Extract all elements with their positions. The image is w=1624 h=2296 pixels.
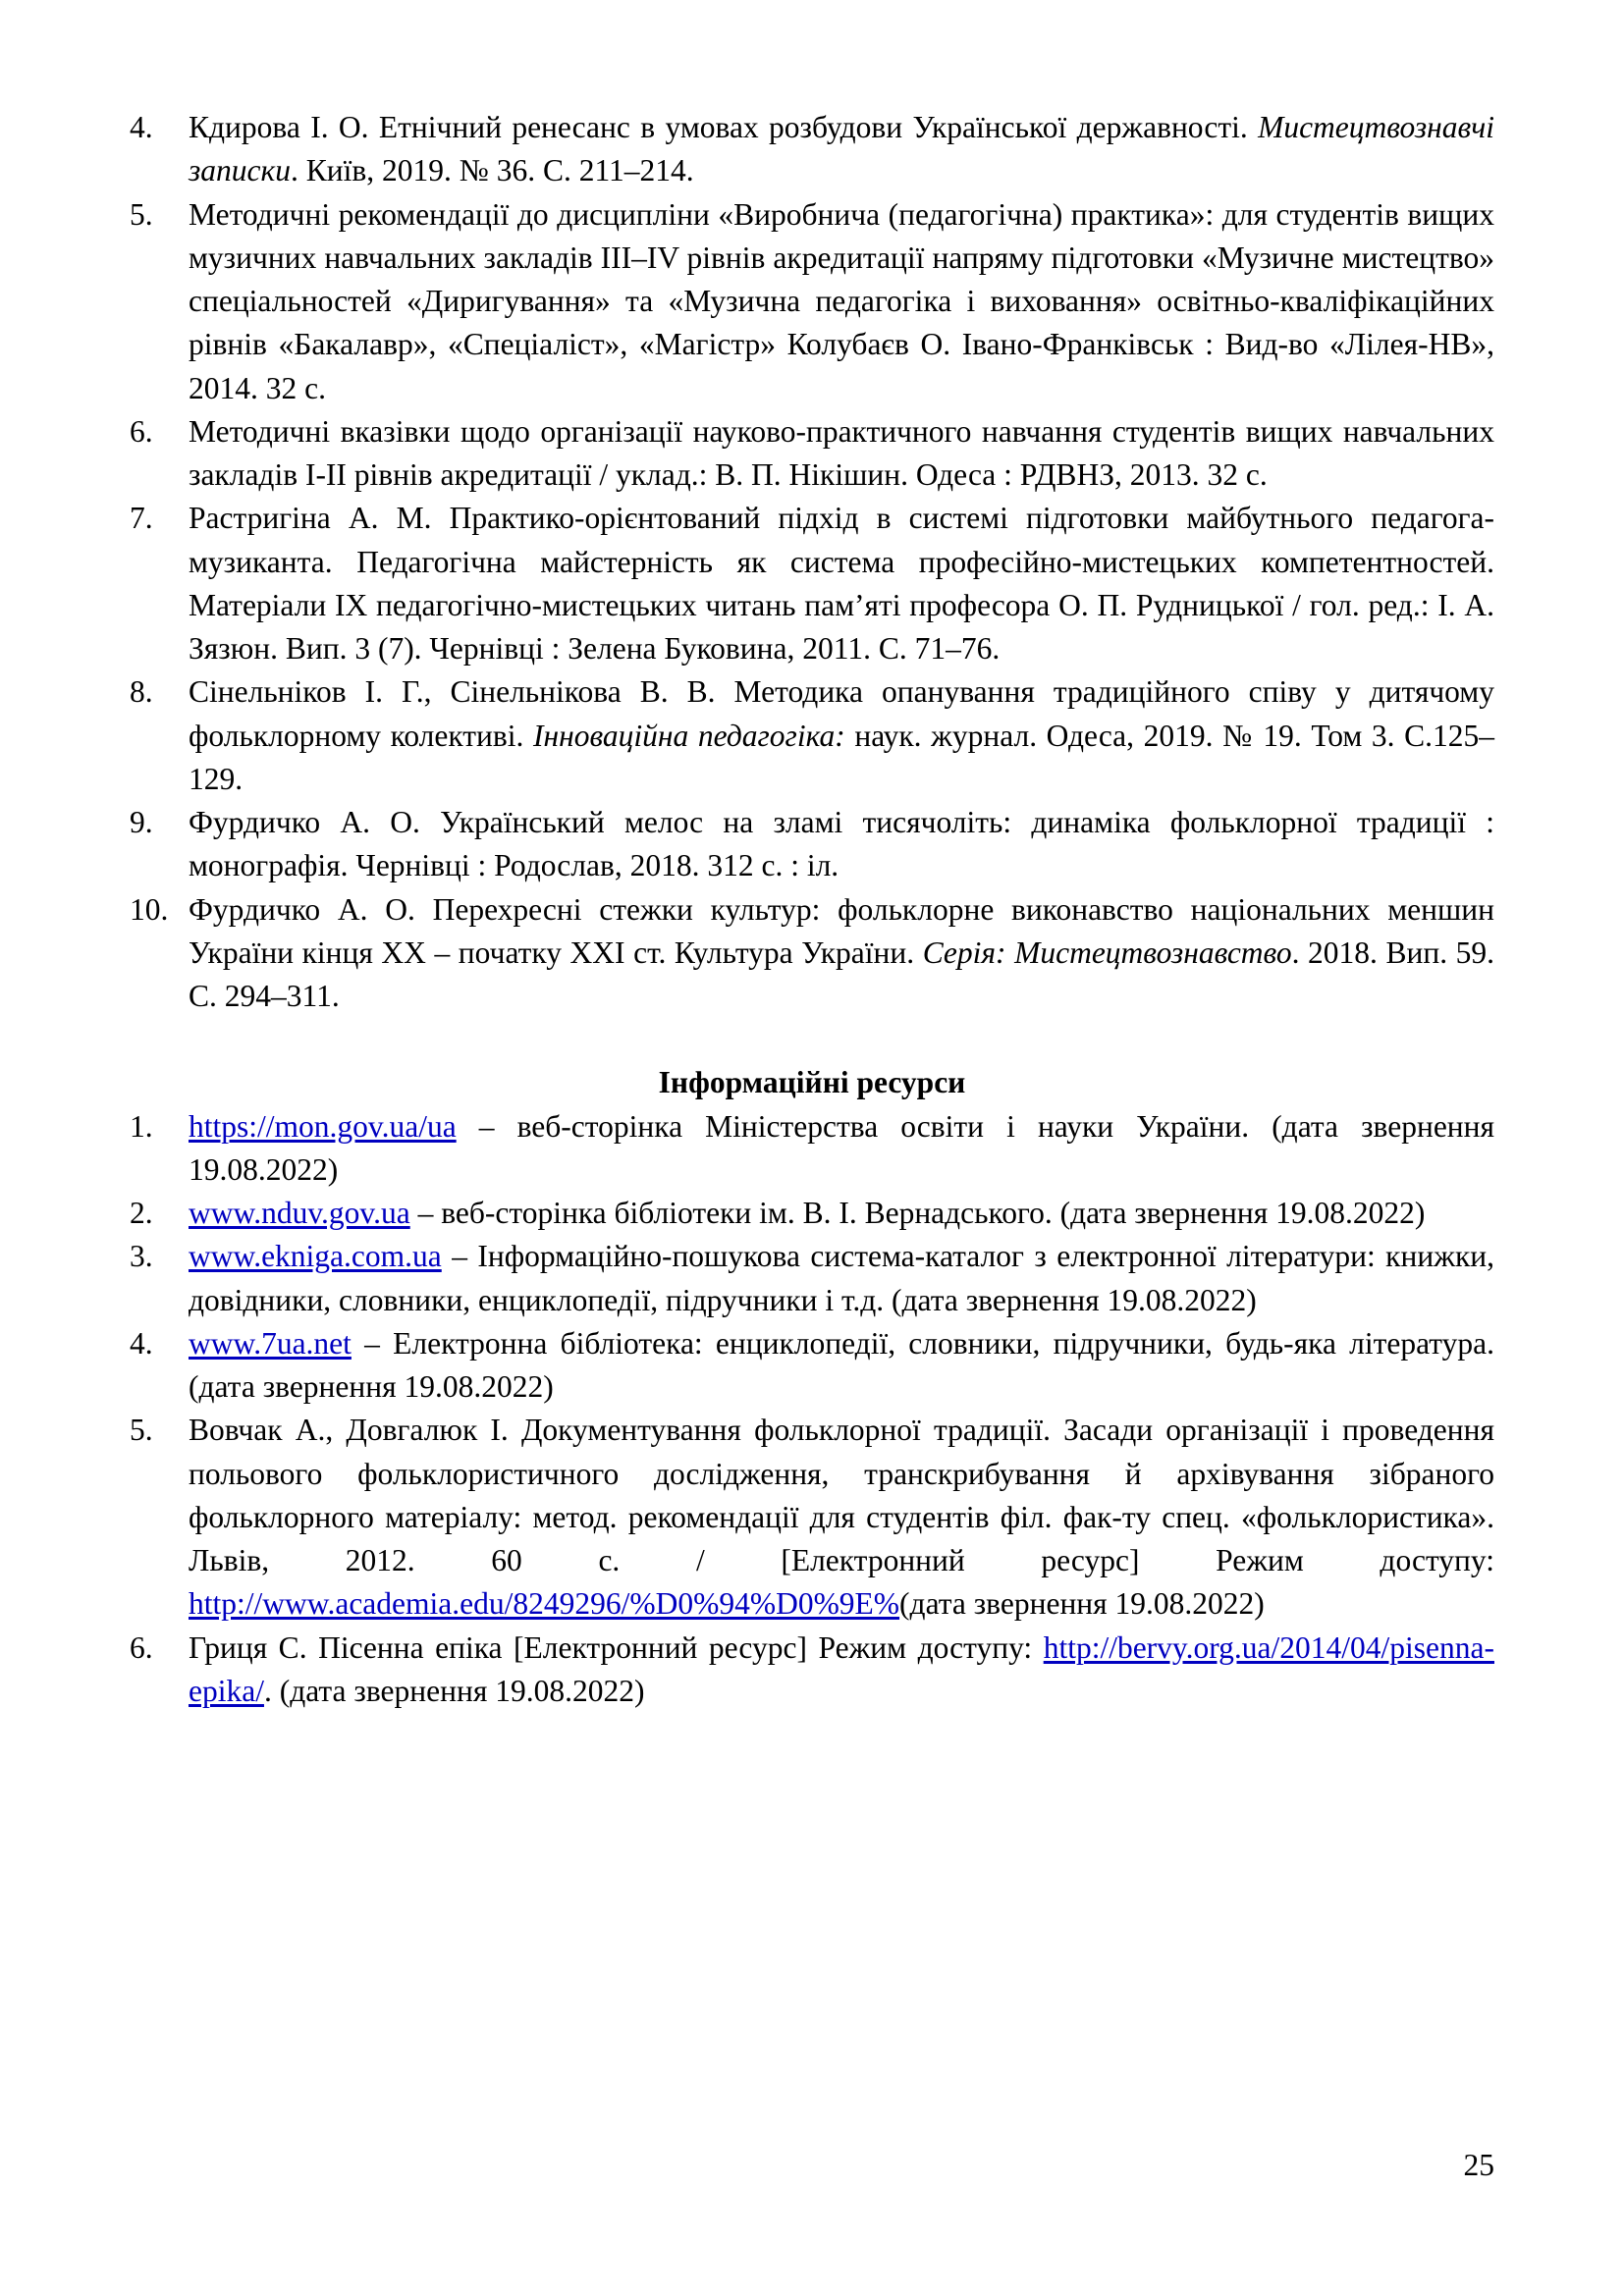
- reference-number: 8.: [130, 674, 153, 710]
- reference-item: [130, 497, 1494, 670]
- info-resource-item: [130, 1322, 1494, 1410]
- reference-text: Кдирова І. О. Етнічний ренесанс в умовах розбудови Української державності.: [189, 110, 1259, 144]
- reference-text: . 2018. Вип. 59. С. 294–311.: [189, 934, 1495, 1013]
- reference-text: Методичні рекомендації до дисципліни «Виробнича (педагогічна) практика»: для студентів вищих музичних навчальних закладів ІІІ–ІV рівнів акредитації напряму підготовки «Музичне мистецтво» спеціальностей «Диригування» та «Музична педагогіка і виховання» освітньо-кваліфікаційних рівнів «Бакалавр», «Спеціаліст», «Магістр» Колубаєв О. Івано-Франківськ : Вид-во «Лілея-НВ», 2014. 32 с.: [189, 196, 1494, 405]
- info-resource-item: [130, 1192, 1494, 1235]
- reference-text: Фурдичко А. О. Український мелос на зламі тисячоліть: динаміка фольклорної традиції : монографія. Чернівці : Родослав, 2018. 312 с. : іл.: [189, 805, 1494, 883]
- external-link[interactable]: www.ekniga.com.ua: [189, 1239, 442, 1274]
- reference-item: [130, 801, 1494, 888]
- info-resource-number: 5.: [130, 1413, 153, 1448]
- reference-item: [130, 106, 1494, 193]
- info-resource-text: (дата звернення 19.08.2022): [899, 1586, 1265, 1622]
- info-resource-description: Гриця С. Пісенна епіка [Електронний ресурс] Режим доступу:: [189, 1629, 1044, 1665]
- external-link[interactable]: www.7ua.net: [189, 1325, 352, 1361]
- reference-title-italic: Мистецтвознавчі записки: [189, 110, 1494, 188]
- reference-title-italic: Інноваційна педагогіка:: [532, 718, 845, 753]
- info-resource-item: [130, 1627, 1494, 1714]
- info-resource-number: 2.: [130, 1196, 153, 1230]
- reference-list: [130, 106, 1494, 1018]
- reference-text: Фурдичко А. О. Перехресні стежки культур: фольклорне виконавство національних меншин України кінця ХХ – початку ХХІ ст. Культура України.: [189, 891, 1494, 970]
- info-resource-item: [130, 1235, 1494, 1322]
- info-resource-number: 3.: [130, 1239, 153, 1274]
- reference-item: [130, 193, 1494, 410]
- reference-item: [130, 410, 1494, 498]
- reference-number: 4.: [130, 110, 153, 144]
- external-link[interactable]: www.nduv.gov.ua: [189, 1196, 410, 1230]
- reference-item: [130, 670, 1494, 801]
- info-resource-text: – Електронна бібліотека: енциклопедії, словники, підручники, будь-яка література. (дата звернення 19.08.2022): [189, 1325, 1494, 1404]
- reference-text: Растригіна А. М. Практико-орієнтований підхід в системі підготовки майбутнього педагога-музиканта. Педагогічна майстерність як система професійно-мистецьких компетентностей. Матеріали ІХ педагогічно-мистецьких читань пам’яті професора О. П. Рудницької / гол. ред.: І. А. Зязюн. Вип. 3 (7). Чернівці : Зелена Буковина, 2011. С. 71–76.: [189, 501, 1494, 666]
- external-link[interactable]: https://mon.gov.ua/ua: [189, 1108, 457, 1144]
- page-number: 25: [1463, 2147, 1494, 2182]
- info-resource-number: 4.: [130, 1325, 153, 1361]
- reference-text: . Київ, 2019. № 36. С. 211–214.: [291, 153, 694, 188]
- info-resource-number: 6.: [130, 1629, 153, 1665]
- reference-number: 9.: [130, 805, 153, 839]
- info-resource-item: [130, 1409, 1494, 1626]
- reference-number: 10.: [130, 891, 169, 927]
- info-resource-text: – Інформаційно-пошукова система-каталог з електронної літератури: книжки, довідники, словники, енциклопедії, підручники і т.д. (дата звернення 19.08.2022): [189, 1239, 1494, 1317]
- reference-item: [130, 888, 1494, 1019]
- reference-text: наук. журнал. Одеса, 2019. № 19. Том 3. С.125–129.: [189, 718, 1495, 796]
- info-resource-item: [130, 1105, 1494, 1193]
- section-heading-info-resources: Інформаційні ресурси: [658, 1065, 966, 1100]
- info-resource-description: Вовчак А., Довгалюк І. Документування фольклорної традиції. Засади організації і проведення польового фольклористичного дослідження, транскрибування й архівування зібраного фольклорного матеріалу: метод. рекомендації для студентів філ. фак-ту спец. «фольклористика». Львів, 2012. 60 с. / [Електронний ресурс] Режим доступу:: [189, 1413, 1494, 1577]
- info-resource-text: . (дата звернення 19.08.2022): [263, 1673, 645, 1708]
- reference-text: Сінельніков І. Г., Сінельнікова В. В. Методика опанування традиційного співу у дитячому фольклорному колективі.: [189, 674, 1494, 753]
- reference-number: 6.: [130, 413, 153, 449]
- document-body: [130, 106, 1494, 1713]
- info-resource-list: [130, 1105, 1494, 1714]
- external-link[interactable]: http://www.academia.edu/8249296/%D0%94%D0%9E%: [189, 1586, 900, 1622]
- reference-text: Методичні вказівки щодо організації науково-практичного навчання студентів вищих навчальних закладів І-ІІ рівнів акредитації / уклад.: В. П. Нікішин. Одеса : РДВНЗ, 2013. 32 с.: [189, 413, 1494, 492]
- reference-number: 5.: [130, 196, 153, 232]
- info-resource-number: 1.: [130, 1108, 153, 1144]
- info-resource-text: – веб-сторінка бібліотеки ім. В. І. Вернадського. (дата звернення 19.08.2022): [409, 1196, 1426, 1230]
- reference-number: 7.: [130, 501, 153, 536]
- info-resource-text: – веб-сторінка Міністерства освіти і науки України. (дата звернення 19.08.2022): [189, 1108, 1494, 1187]
- reference-title-italic: Серія: Мистецтвознавство: [922, 934, 1292, 970]
- external-link[interactable]: http://bervy.org.ua/2014/04/pisenna-epika/: [189, 1629, 1494, 1708]
